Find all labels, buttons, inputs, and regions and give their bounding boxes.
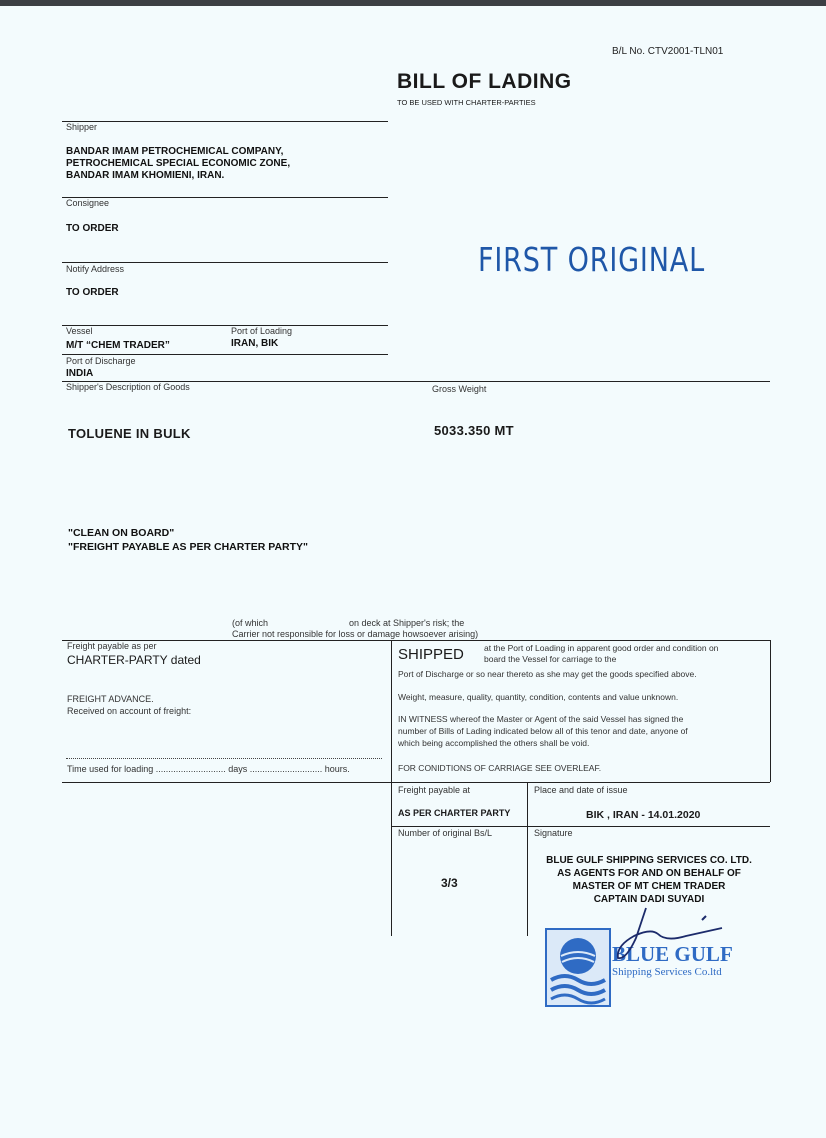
right-border [770, 640, 771, 782]
place-date-value: BIK , IRAN - 14.01.2020 [586, 809, 701, 821]
consignee-value: TO ORDER [66, 223, 119, 234]
divider [62, 640, 770, 641]
company-stamp-sub: Shipping Services Co.ltd [612, 966, 722, 978]
divider [62, 354, 388, 355]
column-divider [391, 640, 392, 936]
vessel-label: Vessel [66, 326, 93, 336]
freight-payable-at-value: AS PER CHARTER PARTY [398, 808, 511, 818]
deck-note-line-2: Carrier not responsible for loss or damage howsoever arising) [232, 629, 479, 639]
vessel-value: M/T “CHEM TRADER” [66, 340, 170, 351]
witness-line-2: number of Bills of Lading indicated below all of this tenor and date, anyone of [398, 726, 688, 736]
signature-line-1: BLUE GULF SHIPPING SERVICES CO. LTD. [546, 855, 752, 866]
divider [391, 826, 770, 827]
weight-clause: Weight, measure, quality, quantity, condition, contents and value unknown. [398, 692, 679, 702]
divider [62, 121, 388, 122]
shipped-line-3: Port of Discharge or so near thereto as she may get the goods specified above. [398, 669, 697, 679]
notify-value: TO ORDER [66, 287, 119, 298]
signature-line-4: CAPTAIN DADI SUYADI [593, 894, 705, 905]
shipper-line-3: BANDAR IMAM KHOMIENI, IRAN. [66, 170, 225, 181]
port-of-discharge-label: Port of Discharge [66, 356, 136, 366]
charter-party-dated: CHARTER-PARTY dated [67, 653, 201, 667]
originals-label: Number of original Bs/L [398, 828, 493, 838]
port-of-discharge-value: INDIA [66, 368, 94, 379]
freight-advance: FREIGHT ADVANCE. [67, 694, 154, 704]
deck-note-start: (of which [232, 618, 269, 628]
time-used-for-loading: Time used for loading ............................ days ............................. hours. [67, 764, 350, 774]
shipped-heading: SHIPPED [398, 646, 464, 663]
place-date-label: Place and date of issue [534, 785, 628, 795]
handwritten-signature [596, 898, 736, 968]
remark-freight-payable: "FREIGHT PAYABLE AS PER CHARTER PARTY" [68, 541, 309, 553]
freight-payable-at-label: Freight payable at [398, 785, 471, 795]
port-of-loading-label: Port of Loading [231, 326, 293, 336]
scan-top-edge [0, 0, 826, 6]
gross-weight-label: Gross Weight [432, 384, 487, 394]
notify-label: Notify Address [66, 264, 125, 274]
divider [62, 325, 388, 326]
goods-description-label: Shipper's Description of Goods [66, 382, 190, 392]
divider [62, 197, 388, 198]
signature-line-2: AS AGENTS FOR AND ON BEHALF OF [557, 868, 741, 879]
divider [391, 782, 770, 783]
divider [62, 782, 391, 783]
freight-payable-label: Freight payable as per [67, 641, 157, 651]
received-on-account: Received on account of freight: [67, 706, 192, 716]
divider [62, 262, 388, 263]
gross-weight-value: 5033.350 MT [434, 423, 514, 438]
shipper-line-1: BANDAR IMAM PETROCHEMICAL COMPANY, [66, 146, 284, 157]
shipped-line-2: board the Vessel for carriage to the [484, 654, 617, 664]
signature-label: Signature [534, 828, 573, 838]
bl-number: B/L No. CTV2001-TLN01 [612, 46, 724, 57]
consignee-label: Consignee [66, 198, 110, 208]
remark-clean-on-board: "CLEAN ON BOARD" [68, 527, 175, 539]
first-original-stamp: FIRST ORIGINAL [478, 240, 705, 279]
document-title: BILL OF LADING [397, 70, 572, 93]
goods-description-value: TOLUENE IN BULK [68, 426, 191, 441]
port-of-loading-value: IRAN, BIK [231, 338, 279, 349]
shipper-label: Shipper [66, 122, 98, 132]
signature-line-3: MASTER OF MT CHEM TRADER [572, 881, 726, 892]
deck-note-mid: on deck at Shipper's risk; the [349, 618, 465, 628]
dotted-line [66, 758, 382, 759]
originals-value: 3/3 [441, 876, 458, 890]
company-stamp-name: BLUE GULF [612, 942, 733, 966]
conditions-overleaf: FOR CONIDTIONS OF CARRIAGE SEE OVERLEAF. [398, 763, 602, 773]
shipper-line-2: PETROCHEMICAL SPECIAL ECONOMIC ZONE, [66, 158, 291, 169]
witness-line-3: which being accomplished the others shall be void. [398, 738, 590, 748]
witness-line-1: IN WITNESS whereof the Master or Agent of the said Vessel has signed the [398, 714, 684, 724]
shipped-line-1: at the Port of Loading in apparent good order and condition on [484, 643, 719, 653]
document-subtitle: TO BE USED WITH CHARTER-PARTIES [397, 98, 536, 107]
